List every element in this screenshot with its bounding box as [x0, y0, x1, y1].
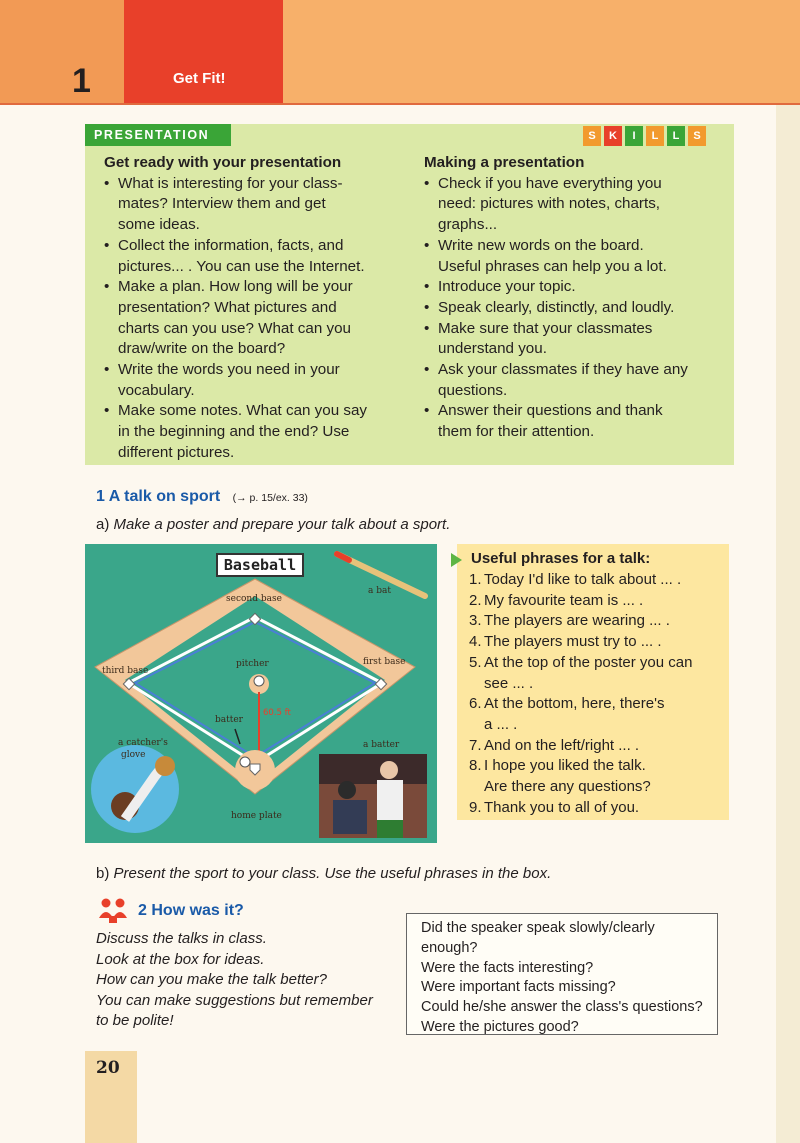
poster-title: Baseball	[216, 553, 304, 577]
unit-title: Get Fit!	[173, 70, 226, 87]
question-line: Did the speaker speak slowly/clearly	[421, 920, 655, 936]
bullet-item	[424, 174, 724, 236]
batter-photo-background	[319, 754, 427, 784]
phrase-line	[469, 611, 725, 632]
bullet-line: need: pictures with notes, charts,	[438, 195, 661, 213]
bullet-line: vocabulary.	[118, 381, 195, 399]
phrase-number: 9.	[469, 798, 482, 816]
instruction-line: to be polite!	[96, 1012, 174, 1029]
bullet-item	[424, 360, 724, 401]
phrase-line	[469, 756, 725, 777]
bullet-line: questions.	[438, 381, 508, 399]
presentation-right-column	[424, 153, 724, 443]
bullet-item	[104, 174, 404, 236]
question-line: enough?	[421, 939, 478, 956]
header-divider	[0, 103, 800, 105]
unit-number-box	[0, 0, 124, 103]
label-bat: a bat	[368, 586, 391, 596]
bullet-line: pictures... . You can use the Internet.	[118, 257, 365, 275]
bullet-item	[104, 277, 404, 360]
exercise-1-title: A talk on sport	[108, 488, 221, 505]
bullet-item	[424, 277, 724, 298]
glove-icon	[155, 756, 175, 776]
bat-grip	[337, 554, 349, 560]
bullet-line: in the beginning and the end? Use	[118, 423, 350, 441]
bullet-item	[104, 401, 404, 463]
exercise-1-heading	[96, 488, 308, 506]
phrase-text: Today I'd like to talk about ... .	[484, 571, 682, 588]
label-pitcher: pitcher	[236, 659, 269, 669]
page-number: 20	[96, 1058, 120, 1078]
phrase-text: Thank you to all of you.	[484, 798, 640, 816]
batter-player-head	[380, 761, 398, 779]
unit-title-box	[124, 0, 283, 103]
presentation-left-column	[104, 153, 404, 464]
bullet-item	[424, 401, 724, 442]
phrase-text: see ... .	[484, 674, 534, 692]
label-a-batter: a batter	[363, 740, 400, 750]
bullet-line: • Make sure that your classmates	[438, 319, 653, 337]
phrase-text: My favourite team is ... .	[484, 591, 644, 609]
bullet-line: • Check if you have everything you	[438, 174, 662, 192]
presentation-tag: PRESENTATION	[85, 124, 231, 146]
exercise-2-heading	[138, 902, 244, 920]
phrase-number: 8.	[469, 757, 482, 775]
bullet-line: presentation? What pictures and	[118, 298, 337, 316]
right-list	[424, 174, 724, 443]
exercise-1b	[96, 865, 551, 882]
page-edge-strip	[776, 105, 800, 1143]
phrase-line	[469, 591, 725, 612]
bullet-line: • Introduce your topic.	[438, 278, 576, 296]
bullet-line: charts can you use? What can you	[118, 319, 352, 337]
group-work-icon	[97, 896, 129, 924]
bullet-item	[104, 360, 404, 401]
skills-letter: I	[625, 126, 643, 146]
bullet-line: Useful phrases can help you a lot.	[438, 257, 667, 275]
bullet-line: graphs...	[438, 216, 498, 234]
phrase-line	[469, 736, 725, 757]
phrase-number	[469, 674, 484, 695]
bullet-line: understand you.	[438, 340, 547, 358]
skills-letter: S	[583, 126, 601, 146]
part-b-label: b)	[96, 865, 110, 882]
skills-badge	[583, 126, 706, 146]
right-heading: Making a presentation	[424, 154, 585, 171]
unit-number: 1	[72, 62, 91, 100]
phrase-line	[469, 653, 725, 674]
batter-player-body	[377, 780, 403, 820]
instruction-line: Look at the box for ideas.	[96, 950, 265, 968]
bullet-line: • Collect the information, facts, and	[118, 236, 344, 254]
phrase-line	[469, 777, 725, 798]
bullet-line: • Answer their questions and thank	[438, 402, 663, 420]
exercise-2-number: 2	[138, 902, 147, 919]
label-catchers-glove-line-1: a catcher's	[118, 738, 168, 748]
label-first-base: first base	[363, 657, 406, 667]
exercise-1-number: 1	[96, 488, 105, 505]
bullet-line: draw/write on the board?	[118, 340, 286, 358]
bullet-item	[104, 236, 404, 277]
question-line: Could he/she answer the class's questions?	[421, 999, 703, 1016]
play-arrow-icon	[451, 553, 462, 567]
phrase-number: 3.	[469, 612, 482, 630]
bullet-line: • Make some notes. What can you say	[118, 402, 368, 420]
umpire-head	[338, 781, 356, 799]
exercise-2-instructions	[96, 929, 396, 1032]
phrase-number	[469, 777, 484, 798]
phrase-text: a ... .	[484, 715, 518, 733]
left-list	[104, 174, 404, 464]
label-distance: 60.5 ft	[263, 708, 291, 718]
bullet-line: different pictures.	[118, 443, 235, 461]
instruction-line: You can make suggestions but remember	[96, 991, 373, 1009]
phrase-line	[469, 570, 725, 591]
instruction-line: How can you make the talk better?	[96, 971, 327, 988]
phrase-line	[469, 694, 725, 715]
phrase-number: 6.	[469, 695, 482, 713]
bullet-item	[424, 236, 724, 277]
phrase-number: 1.	[469, 571, 482, 588]
phrase-text: At the bottom, here, there's	[484, 695, 665, 713]
label-third-base: third base	[102, 666, 149, 676]
phrase-line	[469, 632, 725, 653]
label-batter: batter	[215, 715, 243, 725]
phrase-line	[469, 674, 725, 695]
question-line: Were the facts interesting?	[421, 959, 594, 976]
phrase-text: At the top of the poster you can	[484, 653, 693, 671]
instruction-line: Discuss the talks in class.	[96, 930, 267, 947]
bullet-line: some ideas.	[118, 216, 200, 234]
phrase-line	[469, 798, 725, 819]
label-home-plate: home plate	[231, 811, 282, 821]
bullet-line: • Speak clearly, distinctly, and loudly.	[438, 298, 675, 316]
bullet-item	[424, 298, 724, 319]
phrase-text: The players must try to ... .	[484, 633, 662, 651]
bullet-line: • Make a plan. How long will be your	[118, 278, 353, 296]
exercise-1a	[96, 516, 450, 533]
phrase-text: I hope you liked the talk.	[484, 757, 646, 775]
label-second-base: second base	[226, 594, 282, 604]
review-questions-box	[406, 913, 718, 1035]
batter-figure	[240, 757, 250, 767]
skills-letter: L	[667, 126, 685, 146]
part-a-text: Make a poster and prepare your talk about a sport.	[113, 516, 451, 533]
bullet-item	[424, 319, 724, 360]
useful-phrases-title: Useful phrases for a talk:	[471, 550, 651, 567]
exercise-1-reference: (→ p. 15/ex. 33)	[232, 492, 308, 504]
useful-phrases-list	[469, 570, 725, 818]
pitcher-figure	[254, 676, 264, 686]
bullet-line: • What is interesting for your class-	[118, 174, 343, 192]
label-catchers-glove-line-2: glove	[121, 750, 146, 760]
phrase-number	[469, 715, 484, 736]
bullet-line: • Ask your classmates if they have any	[438, 361, 688, 379]
part-b-text: Present the sport to your class. Use the useful phrases in the box.	[113, 865, 552, 882]
part-a-label: a)	[96, 516, 110, 533]
exercise-2-title: How was it?	[151, 902, 244, 919]
bullet-line: • Write new words on the board.	[438, 236, 644, 254]
umpire-body	[333, 800, 367, 834]
phrase-number: 5.	[469, 653, 482, 671]
bullet-line: • Write the words you need in your	[118, 361, 340, 379]
bullet-line: mates? Interview them and get	[118, 195, 326, 213]
bullet-line: them for their attention.	[438, 423, 595, 441]
phrase-text: The players are wearing ... .	[484, 612, 670, 630]
phrase-line	[469, 715, 725, 736]
skills-letter: L	[646, 126, 664, 146]
left-heading: Get ready with your presentation	[104, 154, 342, 171]
question-line: Were important facts missing?	[421, 979, 616, 996]
phrase-number: 2.	[469, 591, 482, 609]
question-line: Were the pictures good?	[421, 1018, 579, 1035]
batter-player-legs	[377, 820, 403, 838]
phrase-number: 4.	[469, 633, 482, 651]
phrase-text: Are there any questions?	[484, 778, 651, 796]
skills-letter: K	[604, 126, 622, 146]
skills-letter: S	[688, 126, 706, 146]
phrase-text: And on the left/right ... .	[484, 736, 640, 754]
phrase-number: 7.	[469, 736, 482, 754]
